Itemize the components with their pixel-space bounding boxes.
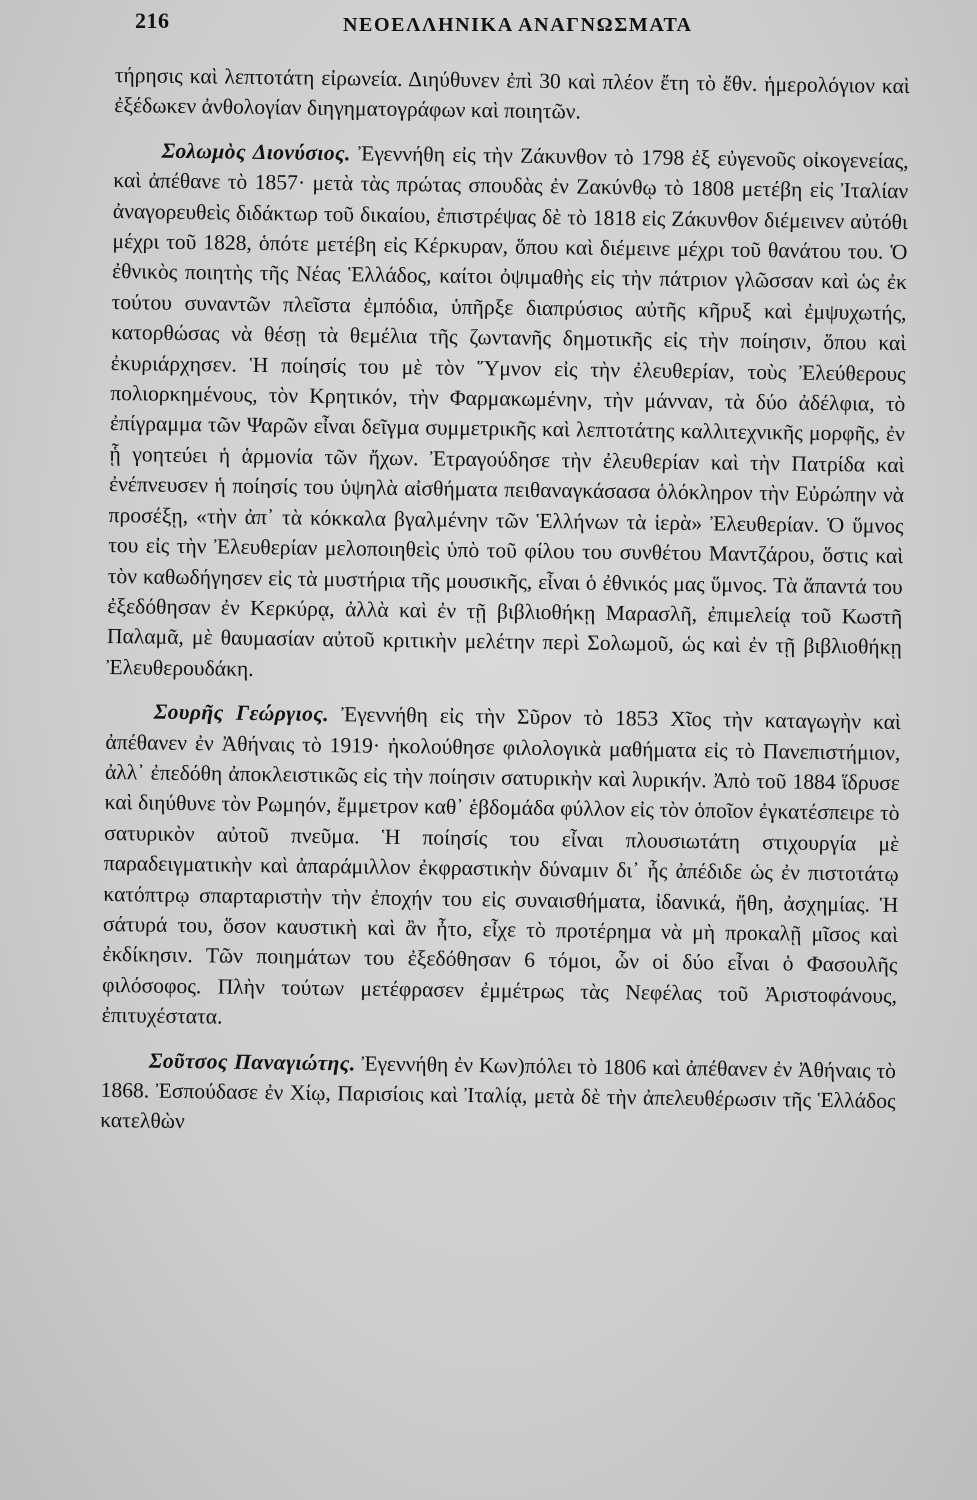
paragraph-text: τήρησις καὶ λεπτοτάτη εἰρωνεία. Διηύθυνεν ἐπὶ 30 καὶ πλέον ἔτη τὸ ἔθν. ἡμερολόγιον καὶ ἐξέδωκεν ἀνθολογίαν διηγηματογράφων καὶ ποιητῶν.: [114, 62, 910, 124]
paragraph-continuation: [114, 60, 910, 132]
entry-souris: [101, 696, 901, 1042]
entry-name: Σολωμὸς Διονύσιος.: [161, 138, 351, 166]
entry-name: Σουρῆς Γεώργιος.: [153, 699, 330, 727]
entry-soutsos: [100, 1044, 896, 1146]
entry-name: Σοῦτσος Παναγιώτης.: [148, 1048, 356, 1076]
page-header: [135, 8, 915, 44]
running-title: ΝΕΟΕΛΛΗΝΙΚΑ ΑΝΑΓΝΩΣΜΑΤΑ: [343, 14, 693, 36]
entry-text: Ἐγεννήθη εἰς τὴν Ζάκυνθον τὸ 1798 ἐξ εὐγενοῦς οἰκογενείας, καὶ ἀπέθανε τὸ 1857· μετὰ τὰς πρώτας σπουδὰς ἐν Ζακύνθῳ τὸ 1808 μετέβη εἰς Ἰταλίαν ἀναγορευθεὶς διδάκτωρ τοῦ δικαίου, ἐπιστρέψας δὲ τὸ 1818 εἰς Ζάκυνθον διέμεινεν αὐτόθι μέχρι τοῦ 1828, ὁπότε μετέβη εἰς Κέρκυραν, ὅπου καὶ διέμεινε μέχρι τοῦ θανάτου του. Ὁ ἐθνικὸς ποιητὴς τῆς Νέας Ἑλλάδος, καίτοι ὀψιμαθὴς εἰς τὴν πάτριον γλῶσσαν καὶ ὡς ἐκ τούτου συναντῶν πλεῖστα ἐμπόδια, ὑπῆρξε διαπρύσιος αὐτῆς κῆρυξ καὶ ἐμψυχωτής, κατορθώσας νὰ θέσῃ τὰ θεμέλια τῆς ζωντανῆς δημοτικῆς εἰς τὴν ποίησιν, ὅπου καὶ ἐκυριάρχησεν. Ἡ ποίησίς του μὲ τὸν Ὕμνον εἰς τὴν ἐλευθερίαν, τοὺς Ἐλεύθερους πολιορκημένους, τὸν Κρητικόν, τὴν Φαρμακωμένην, τὴν μάνναν, τὰ δύο ἀδέλφια, τὸ ἐπίγραμμα τῶν Ψαρῶν εἶναι δεῖγμα συμμετρικῆς καὶ λεπτοτάτης καλλιτεχνικῆς μορφῆς, ἐν ᾗ γοητεύει ἡ ἁρμονία τῶν ἤχων. Ἐτραγούδησε τὴν ἐλευθερίαν καὶ τὴν Πατρίδα καὶ ἐνέπνευσεν ἡ ποίησίς του ὑψηλὰ αἰσθήματα πειθαναγκάσασα ὁλόκληρον τὴν Εὐρώπην νὰ προσέξῃ, «τὴν ἀπ᾽ τὰ κόκκαλα βγαλμένην τῶν Ἑλλήνων τὰ ἱερὰ» Ἐλευθερίαν. Ὁ ὕμνος του εἰς τὴν Ἐλευθερίαν μελοποιηθεὶς ὑπὸ τοῦ φίλου του συνθέτου Μαντζάρου, ὅστις καὶ τὸν καθωδήγησεν εἰς τὰ μυστήρια τῆς μουσικῆς, εἶναι ὁ ἐθνικός μας ὕμνος. Τὰ ἅπαντά του ἐξεδόθησαν ἐν Κερκύρᾳ, ἀλλὰ καὶ ἐν τῇ βιβλιοθήκῃ Μαρασλῆ, ἐπιμελείᾳ τοῦ Κωστῆ Παλαμᾶ, μὲ θαυμασίαν αὐτοῦ κριτικὴν μελέτην περὶ Σολωμοῦ, ὡς καὶ ἐν τῇ βιβλιοθήκῃ Ἐλευθερουδάκη.: [106, 141, 909, 681]
body-text: [96, 60, 909, 1401]
entry-solomos: [106, 135, 909, 693]
entry-text: Ἐγεννήθη ἐν Κων)πόλει τὸ 1806 καὶ ἀπέθανεν ἐν Ἀθήναις τὸ 1868. Ἐσπούδασε ἐν Χίῳ, Παρισίοις καὶ Ἰταλίᾳ, μετὰ δὲ τὴν ἀπελευθέρωσιν τῆς Ἑλλάδος κατελθὼν: [100, 1051, 897, 1134]
entry-text: Ἐγεννήθη εἰς τὴν Σῦρον τὸ 1853 Χῖος τὴν καταγωγὴν καὶ ἀπέθανεν ἐν Ἀθήναις τὸ 1919· ἠκολούθησε φιλολογικὰ μαθήματα εἰς τὸ Πανεπιστήμιον, ἀλλ᾽ ἐπεδόθη ἀποκλειστικῶς εἰς τὴν ποίησιν σατυρικὴν καὶ λυρικήν. Ἀπὸ τοῦ 1884 ἵδρυσε καὶ διηύθυνε τὸν Ρωμηόν, ἔμμετρον καθ᾽ ἑβδομάδα φύλλον εἰς τὸν ὁποῖον ἐγκατέσπειρε τὸ σατυρικὸν αὐτοῦ πνεῦμα. Ἡ ποίησίς του εἶναι πλουσιωτάτη στιχουργία μὲ παραδειγματικὴν καὶ ἀπαράμιλλον ἐκφραστικὴν δύναμιν δι᾽ ἧς ἀπέδιδε ὡς ἐν πιστοτάτῳ κατόπτρῳ σπαρταριστὴν τὴν ἐποχήν του εἰς συναισθήματα, ἰδανικά, ἤθη, ἀσχημίας. Ἡ σάτυρά του, ὅσον καυστικὴ καὶ ἂν ἦτο, εἶχε τὸ προτέρημα νὰ μὴ προκαλῇ μῖσος καὶ ἐκδίκησιν. Τῶν ποιημάτων του ἐξεδόθησαν 6 τόμοι, ὧν οἱ δύο εἶναι ὁ Φασουλῆς φιλόσοφος. Πλὴν τούτων μετέφρασεν ἐμμέτρως τὰς Νεφέλας τοῦ Ἀριστοφάνους, ἐπιτυχέστατα.: [101, 702, 901, 1029]
page-number: 216: [135, 8, 170, 33]
